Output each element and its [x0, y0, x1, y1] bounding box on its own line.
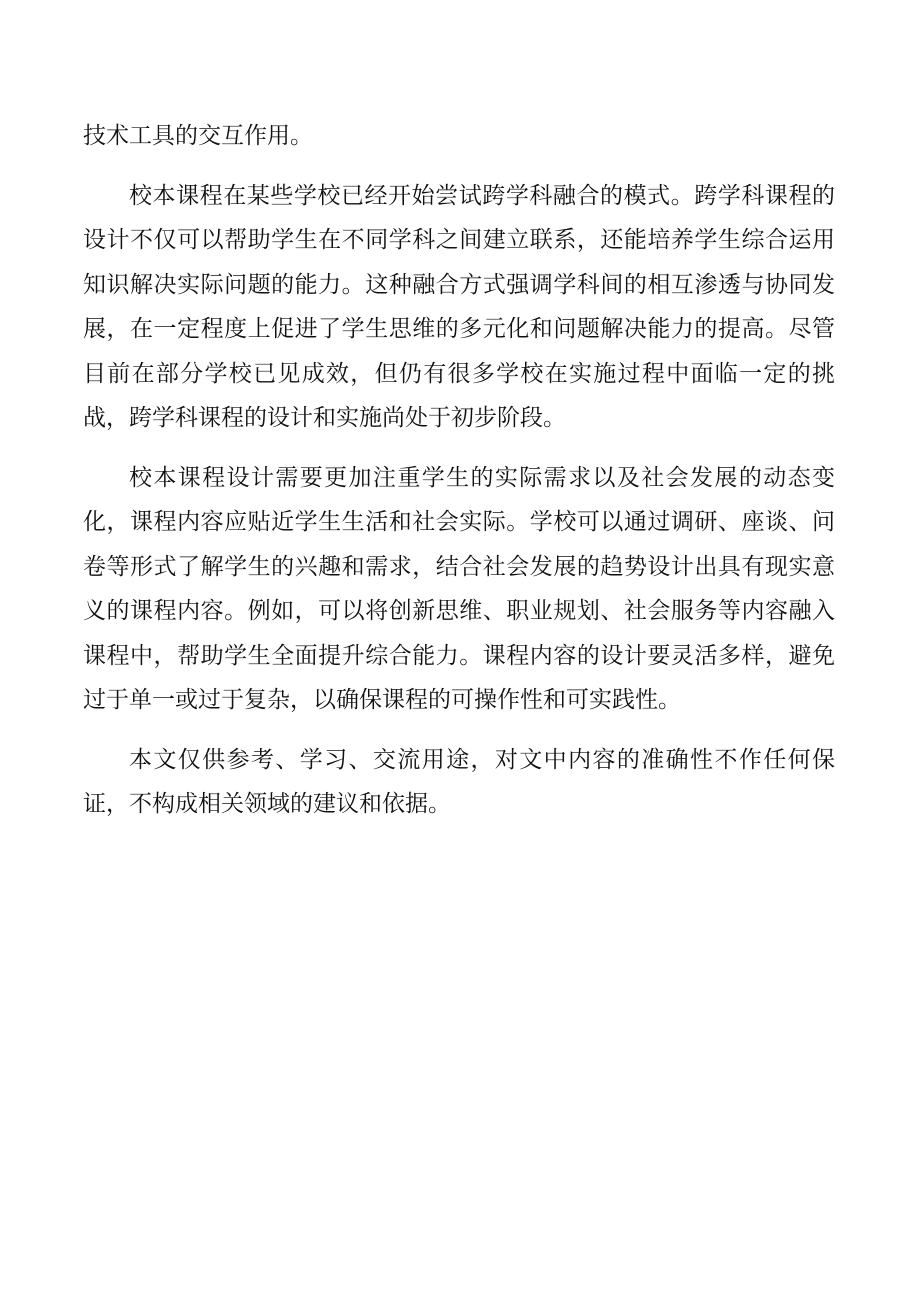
paragraph-interdisciplinary: 校本课程在某些学校已经开始尝试跨学科融合的模式。跨学科课程的设计不仅可以帮助学生在不同学科之间建立联系，还能培养学生综合运用知识解决实际问题的能力。这种融合方式强调学科间的相互渗透与协同发展，在一定程度上促进了学生思维的多元化和问题解决能力的提高。尽管目前在部分学校已见成效，但仍有很多学校在实施过程中面临一定的挑战，跨学科课程的设计和实施尚处于初步阶段。 [83, 182, 835, 431]
paragraph-curriculum-design: 校本课程设计需要更加注重学生的实际需求以及社会发展的动态变化，课程内容应贴近学生生活和社会实际。学校可以通过调研、座谈、问卷等形式了解学生的兴趣和需求，结合社会发展的趋势设计出具有现实意义的课程内容。例如，可以将创新思维、职业规划、社会服务等内容融入课程中，帮助学生全面提升综合能力。课程内容的设计要灵活多样，避免过于单一或过于复杂，以确保课程的可操作性和可实践性。 [83, 464, 835, 713]
document-body [83, 114, 835, 842]
paragraph-disclaimer: 本文仅供参考、学习、交流用途，对文中内容的准确性不作任何保证，不构成相关领域的建议和依据。 [83, 746, 835, 817]
paragraph-continued: 技术工具的交互作用。 [83, 123, 313, 149]
